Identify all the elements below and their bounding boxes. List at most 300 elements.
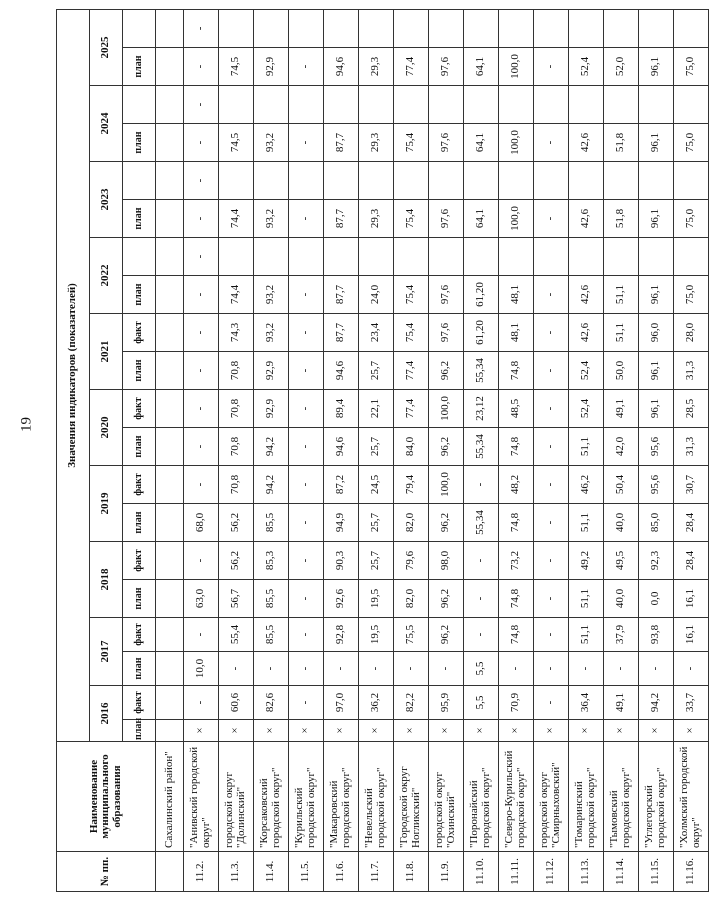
indicator-value: - bbox=[184, 9, 219, 47]
indicator-value: 42,6 bbox=[569, 200, 604, 238]
year-header: 2025 bbox=[90, 9, 123, 85]
indicator-value: 74,4 bbox=[219, 200, 254, 238]
table-row bbox=[156, 9, 184, 891]
indicator-value bbox=[359, 238, 394, 276]
indicator-value: - bbox=[289, 686, 324, 720]
indicator-value bbox=[156, 86, 184, 124]
indicator-value: 96,2 bbox=[429, 352, 464, 390]
indicator-value: 97,6 bbox=[429, 314, 464, 352]
indicator-value: 28,5 bbox=[674, 390, 709, 428]
indicator-value: 51,1 bbox=[569, 618, 604, 652]
indicator-value bbox=[156, 428, 184, 466]
indicator-value: 74,8 bbox=[499, 580, 534, 618]
indicator-value: 52,4 bbox=[569, 48, 604, 86]
indicator-value bbox=[324, 9, 359, 47]
indicator-value: - bbox=[534, 48, 569, 86]
indicator-value: 75,5 bbox=[394, 618, 429, 652]
row-number: 11.3. bbox=[219, 852, 254, 892]
indicator-value: 37,9 bbox=[604, 618, 639, 652]
indicator-value: 52,4 bbox=[569, 390, 604, 428]
indicator-value: 0,0 bbox=[639, 580, 674, 618]
row-number: 11.15. bbox=[639, 852, 674, 892]
indicator-value: 94,2 bbox=[254, 428, 289, 466]
indicator-value: - bbox=[184, 48, 219, 86]
indicator-value: 56,7 bbox=[219, 580, 254, 618]
indicator-value: 96,0 bbox=[639, 314, 674, 352]
indicator-value: × bbox=[394, 720, 429, 742]
indicator-value bbox=[156, 124, 184, 162]
indicator-value bbox=[254, 238, 289, 276]
indicator-value bbox=[674, 162, 709, 200]
col-no-header: № пп. bbox=[57, 852, 156, 892]
table-row bbox=[219, 9, 254, 891]
indicator-value: 74,5 bbox=[219, 124, 254, 162]
indicator-value: 100,0 bbox=[499, 200, 534, 238]
indicator-value bbox=[674, 86, 709, 124]
indicator-value: 51,1 bbox=[569, 428, 604, 466]
indicator-value bbox=[254, 162, 289, 200]
indicator-value: 97,6 bbox=[429, 48, 464, 86]
indicator-value: 74,8 bbox=[499, 352, 534, 390]
indicator-value: 31,3 bbox=[674, 352, 709, 390]
indicator-value: × bbox=[219, 720, 254, 742]
indicator-value: 25,7 bbox=[359, 542, 394, 580]
indicator-value: 24,0 bbox=[359, 276, 394, 314]
year-header: 2016 bbox=[90, 686, 123, 742]
indicator-value: - bbox=[534, 542, 569, 580]
indicator-value bbox=[156, 238, 184, 276]
table-row bbox=[394, 9, 429, 891]
table-row bbox=[639, 9, 674, 891]
indicator-value: 42,0 bbox=[604, 428, 639, 466]
indicator-value: × bbox=[359, 720, 394, 742]
row-number bbox=[156, 852, 184, 892]
indicator-value: 24,5 bbox=[359, 466, 394, 504]
indicator-value: 42,6 bbox=[569, 314, 604, 352]
indicator-value: - bbox=[289, 618, 324, 652]
year-header: 2019 bbox=[90, 466, 123, 542]
indicator-value: 74,8 bbox=[499, 504, 534, 542]
indicator-value: 74,3 bbox=[219, 314, 254, 352]
indicator-value: 82,2 bbox=[394, 686, 429, 720]
indicator-value: - bbox=[534, 466, 569, 504]
indicator-value: 70,9 bbox=[499, 686, 534, 720]
indicator-value bbox=[156, 720, 184, 742]
municipality-name: "Северо-Курильский городской округ" bbox=[499, 742, 534, 852]
indicator-value: 75,0 bbox=[674, 48, 709, 86]
indicator-value: 5,5 bbox=[464, 686, 499, 720]
indicator-value: 96,1 bbox=[639, 124, 674, 162]
indicator-value: 92,9 bbox=[254, 48, 289, 86]
indicator-value: 97,6 bbox=[429, 124, 464, 162]
indicator-value bbox=[324, 162, 359, 200]
indicator-value: × bbox=[604, 720, 639, 742]
indicator-value bbox=[254, 9, 289, 47]
indicator-value: 96,1 bbox=[639, 48, 674, 86]
indicator-value: × bbox=[674, 720, 709, 742]
municipality-name: "Невельский городской округ" bbox=[359, 742, 394, 852]
indicator-value: 25,7 bbox=[359, 504, 394, 542]
year-header: 2022 bbox=[90, 238, 123, 314]
fact-subheader: факт bbox=[123, 618, 156, 652]
row-number: 11.13. bbox=[569, 852, 604, 892]
indicator-value: - bbox=[289, 200, 324, 238]
row-number: 11.16. bbox=[674, 852, 709, 892]
table-row bbox=[499, 9, 534, 891]
indicator-value: 96,1 bbox=[639, 276, 674, 314]
indicator-value: - bbox=[359, 652, 394, 686]
indicator-value bbox=[569, 9, 604, 47]
indicator-value: 93,2 bbox=[254, 124, 289, 162]
indicator-value bbox=[604, 86, 639, 124]
indicator-value: - bbox=[569, 652, 604, 686]
indicator-value: 85,5 bbox=[254, 580, 289, 618]
indicator-value bbox=[289, 9, 324, 47]
indicator-value: 74,4 bbox=[219, 276, 254, 314]
indicator-value: 96,2 bbox=[429, 428, 464, 466]
indicator-value: 55,34 bbox=[464, 504, 499, 542]
indicator-value: 75,0 bbox=[674, 124, 709, 162]
indicator-value bbox=[156, 162, 184, 200]
municipality-name: городской округ "Смирныховский" bbox=[534, 742, 569, 852]
table-row bbox=[569, 9, 604, 891]
plan-subheader: план bbox=[123, 124, 156, 162]
row-number: 11.8. bbox=[394, 852, 429, 892]
indicator-value: 48,1 bbox=[499, 276, 534, 314]
indicator-value: 85,0 bbox=[639, 504, 674, 542]
table-row bbox=[324, 9, 359, 891]
indicator-value bbox=[156, 314, 184, 352]
indicator-value bbox=[464, 162, 499, 200]
indicator-value bbox=[429, 9, 464, 47]
indicator-value bbox=[156, 200, 184, 238]
indicator-value: - bbox=[289, 276, 324, 314]
indicator-value: 77,4 bbox=[394, 48, 429, 86]
indicator-value: 33,7 bbox=[674, 686, 709, 720]
indicator-value: - bbox=[219, 652, 254, 686]
indicator-value: 42,6 bbox=[569, 124, 604, 162]
indicator-value: 49,1 bbox=[604, 390, 639, 428]
row-number: 11.10. bbox=[464, 852, 499, 892]
indicator-value: × bbox=[569, 720, 604, 742]
indicator-value bbox=[156, 652, 184, 686]
indicator-value: 74,8 bbox=[499, 428, 534, 466]
indicator-value: 75,4 bbox=[394, 276, 429, 314]
table-row bbox=[429, 9, 464, 891]
indicator-value bbox=[639, 86, 674, 124]
indicator-value: - bbox=[184, 124, 219, 162]
fact-subheader: факт bbox=[123, 314, 156, 352]
indicator-value bbox=[394, 86, 429, 124]
indicator-value: - bbox=[254, 652, 289, 686]
indicator-value: 51,1 bbox=[569, 580, 604, 618]
indicator-value: 93,2 bbox=[254, 200, 289, 238]
indicator-value: 93,8 bbox=[639, 618, 674, 652]
indicator-value: × bbox=[429, 720, 464, 742]
indicator-value: - bbox=[184, 200, 219, 238]
indicator-value: - bbox=[184, 238, 219, 276]
indicator-value bbox=[639, 238, 674, 276]
indicator-value bbox=[604, 9, 639, 47]
plan-subheader: план bbox=[123, 428, 156, 466]
indicator-value bbox=[254, 86, 289, 124]
indicators-title: Значения индикаторов (показателей) bbox=[57, 9, 90, 741]
indicator-value bbox=[156, 9, 184, 47]
indicator-value: × bbox=[324, 720, 359, 742]
indicator-value bbox=[156, 618, 184, 652]
municipality-name: "Городской округ Ногликский" bbox=[394, 742, 429, 852]
indicator-value: 49,2 bbox=[569, 542, 604, 580]
indicator-value: 87,2 bbox=[324, 466, 359, 504]
indicator-value bbox=[156, 542, 184, 580]
indicator-value bbox=[569, 238, 604, 276]
indicator-value bbox=[604, 162, 639, 200]
indicator-value: × bbox=[499, 720, 534, 742]
indicator-value bbox=[534, 238, 569, 276]
indicator-value bbox=[394, 9, 429, 47]
indicator-value: 79,4 bbox=[394, 466, 429, 504]
indicator-value: × bbox=[639, 720, 674, 742]
indicator-value: - bbox=[534, 428, 569, 466]
indicator-value: 68,0 bbox=[184, 504, 219, 542]
municipality-name: "Томаринский городской округ" bbox=[569, 742, 604, 852]
indicator-value: - bbox=[534, 314, 569, 352]
indicator-value: 75,0 bbox=[674, 276, 709, 314]
indicator-value bbox=[219, 238, 254, 276]
municipality-name: "Тымовский городской округ" bbox=[604, 742, 639, 852]
indicator-value bbox=[534, 86, 569, 124]
indicator-value: 94,2 bbox=[639, 686, 674, 720]
year-header: 2024 bbox=[90, 86, 123, 162]
indicator-value: 82,0 bbox=[394, 504, 429, 542]
indicator-value: 100,0 bbox=[499, 48, 534, 86]
indicator-value: 55,34 bbox=[464, 428, 499, 466]
indicator-value: 51,8 bbox=[604, 200, 639, 238]
indicator-value: - bbox=[184, 162, 219, 200]
indicator-value: 87,7 bbox=[324, 276, 359, 314]
fact-subheader: факт bbox=[123, 542, 156, 580]
indicator-value: 85,3 bbox=[254, 542, 289, 580]
indicator-value: - bbox=[534, 652, 569, 686]
indicator-value: 97,0 bbox=[324, 686, 359, 720]
indicator-value: 87,7 bbox=[324, 314, 359, 352]
row-number: 11.2. bbox=[184, 852, 219, 892]
table-row bbox=[674, 9, 709, 891]
indicator-value: 50,4 bbox=[604, 466, 639, 504]
indicator-value: 97,6 bbox=[429, 200, 464, 238]
indicator-value: - bbox=[289, 390, 324, 428]
indicator-value bbox=[359, 9, 394, 47]
indicator-value: 92,9 bbox=[254, 390, 289, 428]
indicator-value: - bbox=[184, 352, 219, 390]
indicator-value: 92,3 bbox=[639, 542, 674, 580]
indicator-value: 96,2 bbox=[429, 504, 464, 542]
indicator-value: 98,0 bbox=[429, 542, 464, 580]
row-number: 11.6. bbox=[324, 852, 359, 892]
indicator-table bbox=[56, 9, 709, 892]
indicator-value: 89,4 bbox=[324, 390, 359, 428]
indicator-value bbox=[394, 162, 429, 200]
indicator-value: - bbox=[534, 124, 569, 162]
indicator-value: 90,3 bbox=[324, 542, 359, 580]
fact-subheader bbox=[123, 162, 156, 200]
indicator-value: 100,0 bbox=[429, 466, 464, 504]
indicator-value: 25,7 bbox=[359, 428, 394, 466]
indicator-value: 75,0 bbox=[674, 200, 709, 238]
indicator-value: - bbox=[289, 466, 324, 504]
indicator-value bbox=[569, 86, 604, 124]
indicator-value bbox=[534, 9, 569, 47]
indicator-value: 92,9 bbox=[254, 352, 289, 390]
indicator-value bbox=[499, 9, 534, 47]
indicator-value: 29,3 bbox=[359, 48, 394, 86]
indicator-value: - bbox=[289, 352, 324, 390]
indicator-value: 93,2 bbox=[254, 276, 289, 314]
indicator-value bbox=[464, 9, 499, 47]
indicator-value: × bbox=[289, 720, 324, 742]
year-header: 2020 bbox=[90, 390, 123, 466]
indicator-value: - bbox=[534, 580, 569, 618]
indicator-value: 40,0 bbox=[604, 504, 639, 542]
municipality-name: "Корсаковский городской округ" bbox=[254, 742, 289, 852]
indicator-value: 19,5 bbox=[359, 580, 394, 618]
indicator-value: 61,20 bbox=[464, 314, 499, 352]
indicator-value: 94,2 bbox=[254, 466, 289, 504]
year-header: 2017 bbox=[90, 618, 123, 686]
fact-subheader bbox=[123, 238, 156, 276]
plan-subheader: план bbox=[123, 48, 156, 86]
indicator-value: - bbox=[534, 390, 569, 428]
indicator-value: 96,2 bbox=[429, 618, 464, 652]
page-number: 19 bbox=[18, 417, 35, 432]
indicator-value: - bbox=[184, 686, 219, 720]
indicator-value: 30,7 bbox=[674, 466, 709, 504]
indicator-value bbox=[429, 238, 464, 276]
indicator-value bbox=[534, 162, 569, 200]
indicator-value bbox=[499, 162, 534, 200]
indicator-value: 23,12 bbox=[464, 390, 499, 428]
indicator-value: 100,0 bbox=[499, 124, 534, 162]
indicator-value: - bbox=[289, 580, 324, 618]
municipality-name: "Анивский городской округ" bbox=[184, 742, 219, 852]
indicator-value: 52,0 bbox=[604, 48, 639, 86]
municipality-name: "Холмский городской округ" bbox=[674, 742, 709, 852]
indicator-value: 63,0 bbox=[184, 580, 219, 618]
indicator-value: 92,8 bbox=[324, 618, 359, 652]
indicator-value: - bbox=[184, 276, 219, 314]
indicator-value bbox=[359, 86, 394, 124]
indicator-value: - bbox=[184, 314, 219, 352]
fact-subheader bbox=[123, 86, 156, 124]
indicator-value: × bbox=[184, 720, 219, 742]
indicator-value: 75,4 bbox=[394, 124, 429, 162]
indicator-value: 28,0 bbox=[674, 314, 709, 352]
indicator-value: 60,6 bbox=[219, 686, 254, 720]
indicator-value: 56,2 bbox=[219, 542, 254, 580]
indicator-value: 36,4 bbox=[569, 686, 604, 720]
indicator-value: 94,6 bbox=[324, 428, 359, 466]
indicator-value: - bbox=[429, 652, 464, 686]
indicator-value: 94,9 bbox=[324, 504, 359, 542]
indicator-value: - bbox=[464, 466, 499, 504]
fact-subheader: факт bbox=[123, 390, 156, 428]
indicator-value: 74,8 bbox=[499, 618, 534, 652]
fact-subheader: факт bbox=[123, 466, 156, 504]
indicator-value bbox=[156, 352, 184, 390]
indicator-value bbox=[156, 48, 184, 86]
indicator-value bbox=[156, 466, 184, 504]
indicator-value: 5,5 bbox=[464, 652, 499, 686]
indicator-value: - bbox=[184, 428, 219, 466]
indicator-value: - bbox=[289, 504, 324, 542]
year-header: 2021 bbox=[90, 314, 123, 390]
municipality-name: городской округ "Охинский" bbox=[429, 742, 464, 852]
row-number: 11.9. bbox=[429, 852, 464, 892]
row-number: 11.14. bbox=[604, 852, 639, 892]
indicator-value: 49,1 bbox=[604, 686, 639, 720]
col-name-header: Наименование муниципального образования bbox=[57, 742, 156, 852]
indicator-value: 75,4 bbox=[394, 314, 429, 352]
indicator-value: 48,2 bbox=[499, 466, 534, 504]
indicator-value bbox=[156, 390, 184, 428]
indicator-value bbox=[359, 162, 394, 200]
indicator-value: 82,6 bbox=[254, 686, 289, 720]
indicator-value: - bbox=[639, 652, 674, 686]
indicator-value: 56,2 bbox=[219, 504, 254, 542]
indicator-value: 87,7 bbox=[324, 200, 359, 238]
indicator-value: 96,1 bbox=[639, 352, 674, 390]
indicator-value: 77,4 bbox=[394, 352, 429, 390]
indicator-value: - bbox=[534, 352, 569, 390]
row-number: 11.4. bbox=[254, 852, 289, 892]
indicator-value bbox=[674, 238, 709, 276]
indicator-value: 40,0 bbox=[604, 580, 639, 618]
indicator-value: 87,7 bbox=[324, 124, 359, 162]
indicator-table-frame bbox=[56, 12, 702, 892]
indicator-value bbox=[324, 238, 359, 276]
indicator-value: - bbox=[534, 618, 569, 652]
indicator-value: × bbox=[464, 720, 499, 742]
plan-subheader: план bbox=[123, 276, 156, 314]
indicator-value: 51,1 bbox=[569, 504, 604, 542]
indicator-value: 73,2 bbox=[499, 542, 534, 580]
indicator-value bbox=[639, 9, 674, 47]
indicator-value bbox=[219, 9, 254, 47]
indicator-value: 70,8 bbox=[219, 352, 254, 390]
indicator-value bbox=[499, 86, 534, 124]
indicator-value: × bbox=[254, 720, 289, 742]
indicator-value: - bbox=[499, 652, 534, 686]
indicator-value: 55,4 bbox=[219, 618, 254, 652]
indicator-value: 84,0 bbox=[394, 428, 429, 466]
indicator-value bbox=[289, 162, 324, 200]
fact-subheader bbox=[123, 9, 156, 47]
indicator-value: 19,5 bbox=[359, 618, 394, 652]
indicator-value: 10,0 bbox=[184, 652, 219, 686]
indicator-value: 42,6 bbox=[569, 276, 604, 314]
plan-subheader: план bbox=[123, 720, 156, 742]
indicator-value bbox=[464, 238, 499, 276]
indicator-value: 77,4 bbox=[394, 390, 429, 428]
indicator-value bbox=[219, 86, 254, 124]
indicator-value: 70,8 bbox=[219, 428, 254, 466]
fact-subheader: факт bbox=[123, 686, 156, 720]
row-number: 11.7. bbox=[359, 852, 394, 892]
indicator-value: 50,0 bbox=[604, 352, 639, 390]
indicator-value: 97,6 bbox=[429, 276, 464, 314]
indicator-value bbox=[156, 276, 184, 314]
year-header: 2018 bbox=[90, 542, 123, 618]
